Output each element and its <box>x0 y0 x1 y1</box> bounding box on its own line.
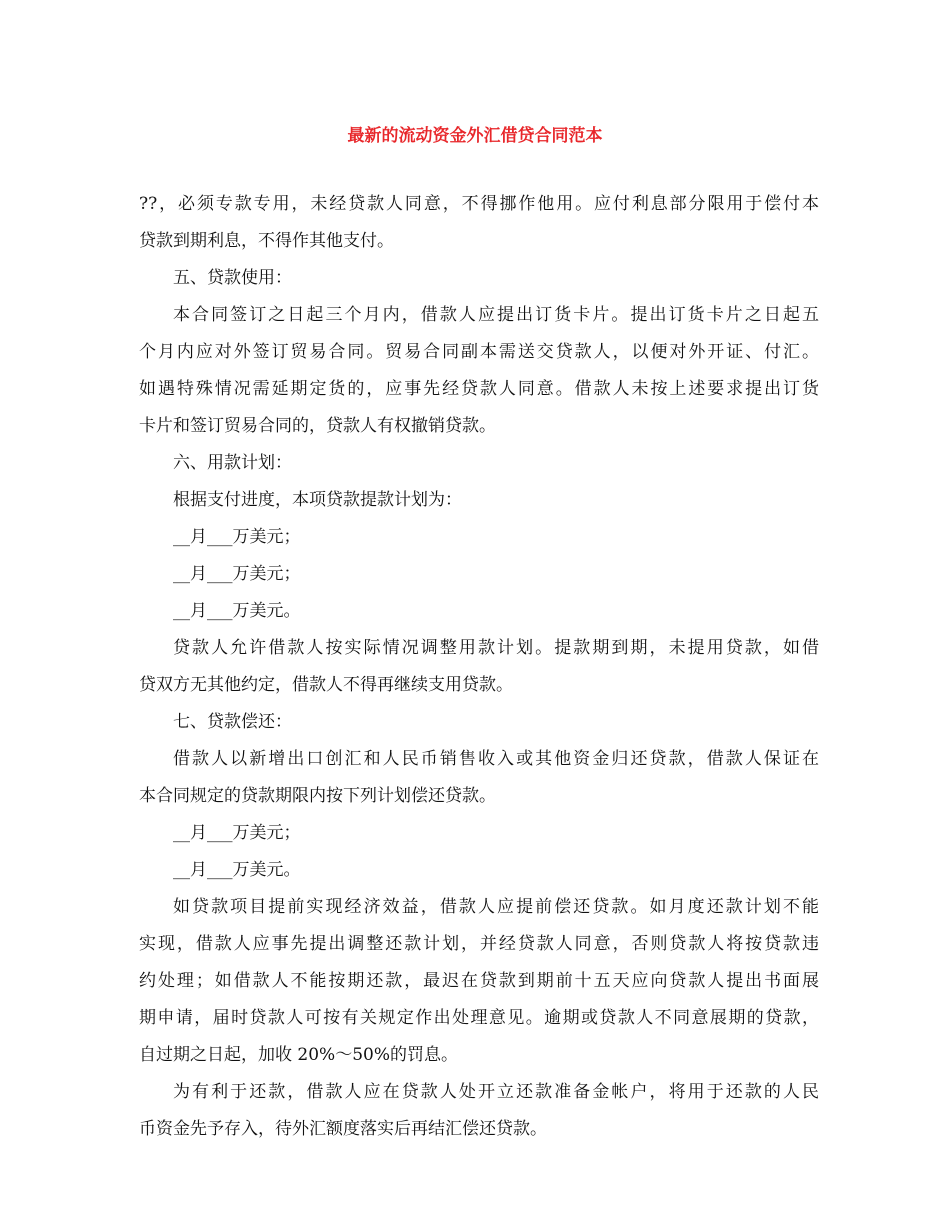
paragraph-line: 个月内应对外签订贸易合同。贸易合同副本需送交贷款人，以便对外开证、付汇。 <box>139 342 819 362</box>
paragraph-line: 根据支付进度，本项贷款提款计划为： <box>173 490 462 510</box>
paragraph-line: __月___万美元； <box>173 823 301 843</box>
paragraph-line: 为有利于还款，借款人应在贷款人处开立还款准备金帐户，将用于还款的人民 <box>173 1082 819 1102</box>
paragraph-line: 如遇特殊情况需延期定货的，应事先经贷款人同意。借款人未按上述要求提出订货 <box>139 379 819 399</box>
paragraph-line: 贷款到期利息，不得作其他支付。 <box>139 231 394 251</box>
paragraph-line: 期申请，届时贷款人可按有关规定作出处理意见。逾期或贷款人不同意展期的贷款， <box>139 1008 819 1028</box>
paragraph-line: 贷款人允许借款人按实际情况调整用款计划。提款期到期，未提用贷款，如借 <box>173 638 819 658</box>
paragraph-line: __月___万美元。 <box>173 860 301 880</box>
paragraph-line: 实现，借款人应事先提出调整还款计划，并经贷款人同意，否则贷款人将按贷款违 <box>139 934 819 954</box>
paragraph-line: 七、贷款偿还： <box>173 712 292 732</box>
paragraph-line: 自过期之日起，加收 20%～50%的罚息。 <box>139 1045 458 1065</box>
paragraph-line: 本合同规定的贷款期限内按下列计划偿还贷款。 <box>139 786 496 806</box>
paragraph-line: 币资金先予存入，待外汇额度落实后再结汇偿还贷款。 <box>139 1119 547 1139</box>
paragraph-line: 借款人以新增出口创汇和人民币销售收入或其他资金归还贷款，借款人保证在 <box>173 749 819 769</box>
paragraph-line: __月___万美元； <box>173 564 301 584</box>
paragraph-line: ??，必须专款专用，未经贷款人同意，不得挪作他用。应付利息部分限用于偿付本 <box>139 194 819 214</box>
paragraph-line: 约处理；如借款人不能按期还款，最迟在贷款到期前十五天应向贷款人提出书面展 <box>139 971 819 991</box>
paragraph-line: 五、贷款使用： <box>173 268 292 288</box>
paragraph-line: 贷双方无其他约定，借款人不得再继续支用贷款。 <box>139 675 513 695</box>
paragraph-line: __月___万美元。 <box>173 601 301 621</box>
document-body <box>139 190 819 1152</box>
paragraph-line: 卡片和签订贸易合同的，贷款人有权撤销贷款。 <box>139 416 496 436</box>
document-title: 最新的流动资金外汇借贷合同范本 <box>347 126 603 146</box>
paragraph-line: 六、用款计划： <box>173 453 292 473</box>
paragraph-line: __月___万美元； <box>173 527 301 547</box>
paragraph-line: 如贷款项目提前实现经济效益，借款人应提前偿还贷款。如月度还款计划不能 <box>173 897 819 917</box>
paragraph-line: 本合同签订之日起三个月内，借款人应提出订货卡片。提出订货卡片之日起五 <box>173 305 819 325</box>
